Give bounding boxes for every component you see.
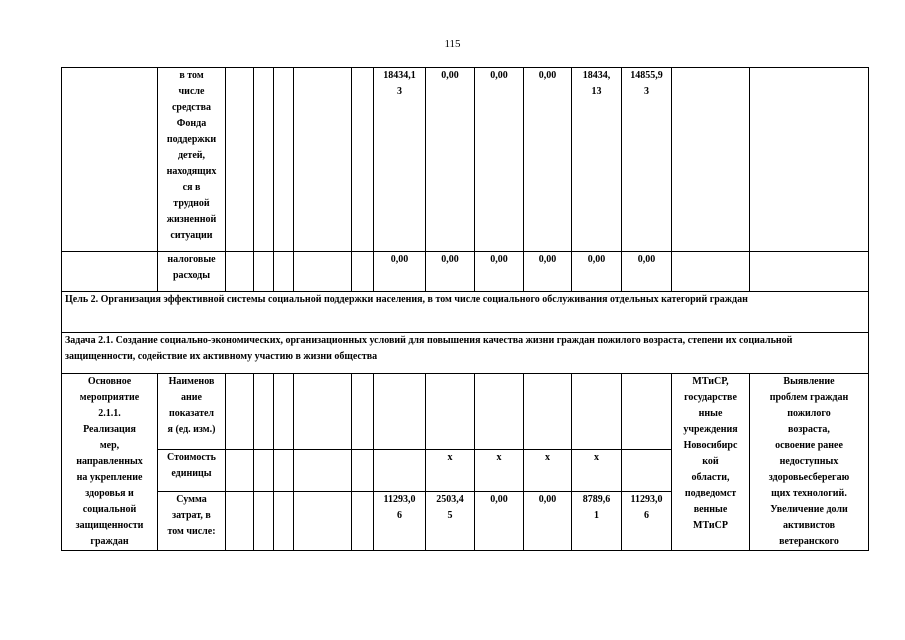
cell-empty [750,68,869,252]
table-row-indicator [62,374,869,450]
cell-empty [62,252,158,292]
cell-empty [294,491,352,550]
unit-cost-value: х [524,449,572,491]
cell-tax-label: налоговые расходы [158,252,226,292]
cell-fund-label: в том числе средства Фонда поддержки детей, находящих ся в трудной жизненной ситуации [158,68,226,252]
table-row-goal [62,292,869,333]
cell-fund-value: 18434,1 3 [374,68,426,252]
cell-empty [226,491,254,550]
cell-empty [352,68,374,252]
task-2-1-heading: Задача 2.1. Создание социально-экономических, организационных условий для повышения качества жизни граждан пожилого возраста, степени их социальной защищенности, содействие их активному участию в жизни общества [62,333,869,374]
cell-empty [226,449,254,491]
cell-empty [374,449,426,491]
cell-empty [672,252,750,292]
program-table [61,67,869,551]
cell-empty [294,374,352,450]
cell-empty [622,449,672,491]
cell-empty [226,374,254,450]
cell-empty [274,252,294,292]
cell-empty [274,449,294,491]
cell-empty [426,374,475,450]
sum-value: 11293,0 6 [374,491,426,550]
cell-empty [254,374,274,450]
sum-label: Сумма затрат, в том числе: [158,491,226,550]
executor-cell: МТиСР, государстве нные учреждения Новосибирс кой области, подведомст венные МТиСР [672,374,750,551]
cell-empty [294,68,352,252]
cell-empty [254,449,274,491]
cell-empty [274,491,294,550]
result-cell: Выявление проблем граждан пожилого возраста, освоение ранее недоступных здоровьесберегаю щих технологий. Увеличение доли активистов ветеранского [750,374,869,551]
cell-tax-value: 0,00 [622,252,672,292]
sum-value: 2503,4 5 [426,491,475,550]
cell-empty [254,252,274,292]
cell-empty [254,68,274,252]
cell-tax-value: 0,00 [374,252,426,292]
goal-2-heading: Цель 2. Организация эффективной системы социальной поддержки населения, в том числе социального обслуживания отдельных категорий граждан [62,292,869,333]
cell-empty [672,68,750,252]
cell-empty [475,374,524,450]
cell-empty [294,449,352,491]
cell-empty [524,374,572,450]
table-row-fund [62,68,869,252]
cell-fund-value: 0,00 [475,68,524,252]
cell-empty [352,252,374,292]
cell-fund-value: 14855,9 3 [622,68,672,252]
unit-cost-value: х [426,449,475,491]
cell-fund-value: 0,00 [524,68,572,252]
unit-cost-value: х [572,449,622,491]
cell-empty [274,68,294,252]
cell-empty [274,374,294,450]
measure-name: Основное мероприятие 2.1.1. Реализация мер, направленных на укрепление здоровья и социальной защищенности граждан [62,374,158,551]
cell-empty [226,252,254,292]
cell-empty [226,68,254,252]
cell-empty [750,252,869,292]
cell-empty [622,374,672,450]
unit-cost-value: х [475,449,524,491]
cell-tax-value: 0,00 [572,252,622,292]
table-row-tax [62,252,869,292]
cell-empty [374,374,426,450]
table-row-task [62,333,869,374]
sum-value: 0,00 [524,491,572,550]
cell-empty [572,374,622,450]
cell-fund-value: 0,00 [426,68,475,252]
cell-empty [254,491,274,550]
sum-value: 0,00 [475,491,524,550]
cell-fund-value: 18434, 13 [572,68,622,252]
cell-empty [62,68,158,252]
cell-tax-value: 0,00 [524,252,572,292]
unit-cost-label: Стоимость единицы [158,449,226,491]
cell-tax-value: 0,00 [426,252,475,292]
indicator-label: Наименов ание показател я (ед. изм.) [158,374,226,450]
cell-empty [352,374,374,450]
cell-empty [294,252,352,292]
sum-value: 8789,6 1 [572,491,622,550]
page-number: 115 [444,38,461,50]
cell-empty [352,491,374,550]
sum-value: 11293,0 6 [622,491,672,550]
cell-empty [352,449,374,491]
cell-tax-value: 0,00 [475,252,524,292]
